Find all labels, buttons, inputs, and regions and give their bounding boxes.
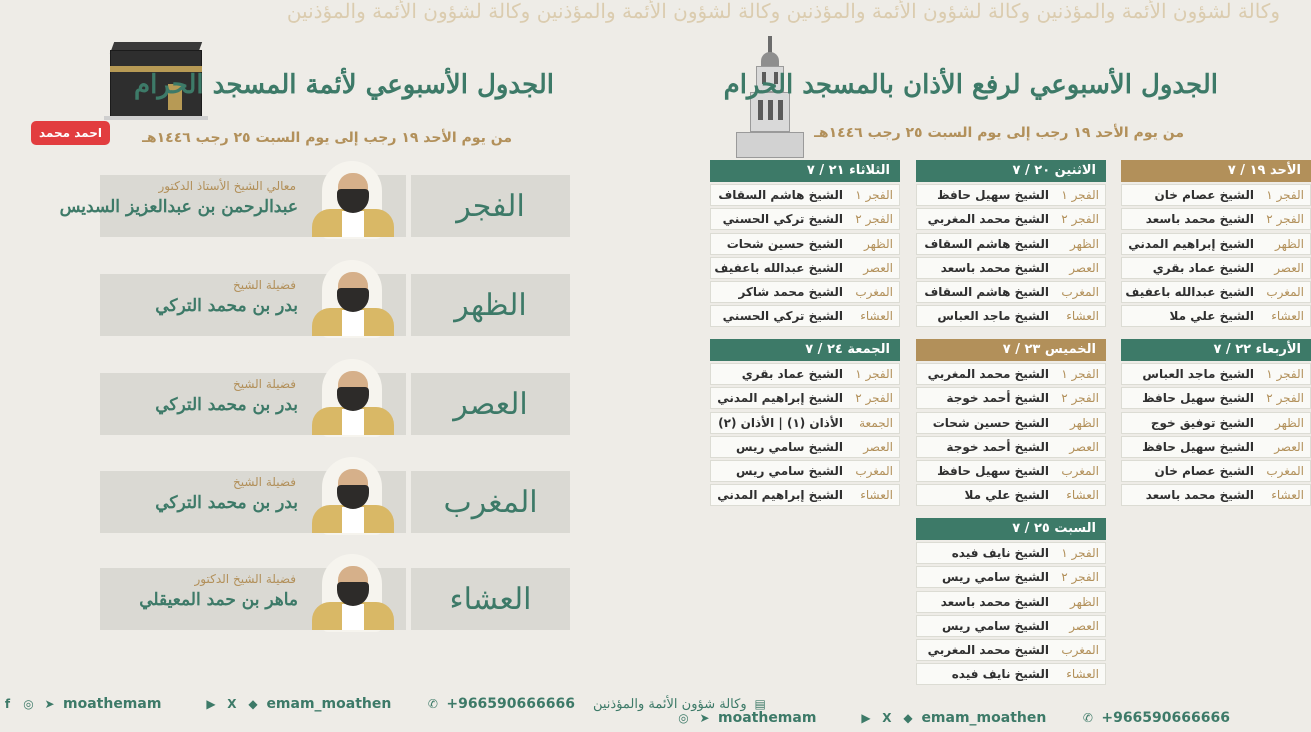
slot-muezzin: الشيخ سهيل حافظ xyxy=(1142,391,1254,406)
day-header: الأربعاء ٢٢ / ٧ xyxy=(1121,339,1311,361)
day-header: الخميس ٢٣ / ٧ xyxy=(916,339,1106,361)
whatsapp-icon[interactable]: ✆ xyxy=(427,697,438,711)
schedule-slot xyxy=(916,639,1106,661)
day-header: الجمعة ٢٤ / ٧ xyxy=(710,339,900,361)
imam-card xyxy=(59,175,406,237)
instagram-icon[interactable]: ◎ xyxy=(23,697,34,711)
prayer-name: العشاء xyxy=(449,581,532,617)
footer-agency: وكالة شؤون الأئمة والمؤذنين xyxy=(592,696,747,712)
schedule-slot xyxy=(1121,436,1311,458)
footer-handle-right[interactable]: moathemam xyxy=(718,710,817,726)
slot-muezzin: الشيخ عصام خان xyxy=(1154,464,1254,479)
schedule-slot xyxy=(916,566,1106,588)
schedule-slot xyxy=(916,387,1106,409)
schedule-slot xyxy=(916,663,1106,685)
slot-prayer: العشاء xyxy=(1271,488,1304,503)
slot-prayer: العصر xyxy=(1069,260,1099,275)
imam-card xyxy=(100,568,406,630)
slot-muezzin: الشيخ ماجد العباس xyxy=(1142,367,1254,381)
imam-name: ماهر بن حمد المعيقلي xyxy=(139,590,298,610)
slot-prayer: الفجر ١ xyxy=(1266,367,1304,381)
slot-prayer: الفجر ١ xyxy=(855,367,893,381)
schedule-slot xyxy=(916,233,1106,255)
schedule-slot xyxy=(1121,208,1311,230)
footer-right xyxy=(676,704,1230,732)
day-header: الأحد ١٩ / ٧ xyxy=(1121,160,1311,182)
slot-muezzin: الشيخ سامي ريس xyxy=(942,618,1049,633)
imam-honorific: فضيلة الشيخ الدكتور xyxy=(194,572,296,586)
slot-prayer: الفجر ١ xyxy=(855,188,893,202)
slot-prayer: الفجر ١ xyxy=(1061,367,1099,381)
slot-prayer: الظهر xyxy=(1070,594,1099,609)
schedule-slot xyxy=(1121,387,1311,409)
footer-handle-mid-right[interactable]: emam_moathen xyxy=(921,710,1047,726)
slot-muezzin: الشيخ سهيل حافظ xyxy=(1142,439,1254,454)
slot-prayer: العشاء xyxy=(860,309,893,324)
slot-prayer: الفجر ١ xyxy=(1061,188,1099,202)
slot-muezzin: الشيخ أحمد خوجة xyxy=(946,391,1049,406)
imams-schedule-panel xyxy=(0,0,640,690)
slot-prayer: الفجر ٢ xyxy=(1266,212,1304,227)
slot-muezzin: الشيخ محمد المغربي xyxy=(927,643,1049,658)
schedule-slot xyxy=(710,436,900,458)
snapchat-icon[interactable]: ◆ xyxy=(903,711,913,725)
adhan-title: الجدول الأسبوعي لرفع الأذان بالمسجد الحرام xyxy=(723,70,1218,100)
slot-prayer: الفجر ٢ xyxy=(1061,570,1099,585)
slot-prayer: المغرب xyxy=(1266,464,1304,479)
prayer-tile xyxy=(411,175,570,237)
slot-prayer: الفجر ٢ xyxy=(1061,212,1099,227)
footer-left xyxy=(0,690,768,718)
imam-portrait xyxy=(312,167,394,237)
slot-muezzin: الشيخ إبراهيم المدني xyxy=(1128,236,1254,251)
schedule-slot xyxy=(1121,233,1311,255)
schedule-slot xyxy=(1121,305,1311,327)
schedule-slot xyxy=(916,412,1106,434)
slot-prayer: المغرب xyxy=(855,285,893,300)
schedule-slot xyxy=(1121,484,1311,506)
imam-portrait xyxy=(312,560,394,630)
slot-muezzin: الشيخ محمد المغربي xyxy=(927,212,1049,227)
schedule-slot xyxy=(1121,363,1311,385)
prayer-name: الظهر xyxy=(454,287,527,323)
prayer-name: المغرب xyxy=(443,484,538,520)
schedule-slot xyxy=(710,281,900,303)
imam-name: بدر بن محمد التركي xyxy=(155,296,298,316)
slot-muezzin: الشيخ توفيق خوج xyxy=(1150,415,1254,430)
slot-muezzin: الشيخ محمد باسعد xyxy=(1145,212,1254,227)
slot-prayer: المغرب xyxy=(1061,643,1099,658)
slot-prayer: العصر xyxy=(1069,618,1099,633)
imam-card xyxy=(100,274,406,336)
slot-muezzin: الشيخ عبدالله باعفيف xyxy=(1125,285,1254,300)
slot-prayer: العصر xyxy=(1274,260,1304,275)
slot-prayer: العشاء xyxy=(860,488,893,503)
footer-phone-right[interactable]: +966590666666 xyxy=(1101,710,1230,726)
schedule-slot xyxy=(916,363,1106,385)
slot-muezzin: الشيخ محمد باسعد xyxy=(940,260,1049,275)
slot-prayer: المغرب xyxy=(1266,285,1304,300)
slot-prayer: الفجر ٢ xyxy=(1061,391,1099,406)
adhan-schedule-panel xyxy=(640,0,1304,690)
footer-handle-left[interactable]: moathemam xyxy=(63,696,162,712)
schedule-slot xyxy=(1121,460,1311,482)
slot-muezzin: الشيخ نايف فيده xyxy=(951,667,1049,682)
slot-prayer: الظهر xyxy=(1275,236,1304,251)
schedule-slot xyxy=(710,233,900,255)
slot-prayer: الجمعة xyxy=(859,415,893,430)
slot-muezzin: الشيخ إبراهيم المدني xyxy=(717,488,843,503)
imam-name: بدر بن محمد التركي xyxy=(155,395,298,415)
slot-muezzin: الشيخ نايف فيده xyxy=(951,546,1049,560)
slot-prayer: العشاء xyxy=(1066,488,1099,503)
slot-prayer: الفجر ٢ xyxy=(855,212,893,227)
snapchat-icon[interactable]: ◆ xyxy=(248,697,258,711)
slot-prayer: الظهر xyxy=(864,236,893,251)
slot-muezzin: الشيخ هاشم السقاف xyxy=(924,236,1049,251)
imam-portrait xyxy=(312,266,394,336)
slot-muezzin: الشيخ علي ملا xyxy=(964,488,1049,503)
prayer-name: العصر xyxy=(453,386,528,422)
user-badge[interactable]: احمد محمد xyxy=(31,121,110,145)
prayer-tile xyxy=(411,568,570,630)
slot-muezzin: الشيخ محمد المغربي xyxy=(927,367,1049,381)
schedule-slot xyxy=(916,460,1106,482)
facebook-icon[interactable]: f xyxy=(4,697,11,711)
schedule-slot xyxy=(916,184,1106,206)
day-header: الثلاثاء ٢١ / ٧ xyxy=(710,160,900,182)
slot-muezzin: الشيخ سامي ريس xyxy=(736,439,843,454)
slot-muezzin: الشيخ هاشم السقاف xyxy=(924,285,1049,300)
imam-honorific: فضيلة الشيخ xyxy=(232,475,296,489)
slot-muezzin: الشيخ سامي ريس xyxy=(942,570,1049,585)
x-icon[interactable]: X xyxy=(882,711,892,725)
slot-muezzin: الشيخ عماد بقري xyxy=(741,367,843,381)
footer-phone[interactable]: +966590666666 xyxy=(446,696,575,712)
footer-handle-mid[interactable]: emam_moathen xyxy=(266,696,392,712)
prayer-name: الفجر xyxy=(456,188,525,224)
slot-muezzin: الشيخ ماجد العباس xyxy=(937,309,1049,324)
imam-card xyxy=(100,373,406,435)
slot-muezzin: الشيخ سهيل حافظ xyxy=(937,188,1049,202)
schedule-slot xyxy=(710,208,900,230)
prayer-tile xyxy=(411,471,570,533)
slot-prayer: المغرب xyxy=(1061,285,1099,300)
slot-prayer: الظهر xyxy=(1275,415,1304,430)
slot-muezzin: الشيخ محمد باسعد xyxy=(940,594,1049,609)
schedule-slot xyxy=(710,257,900,279)
schedule-slot xyxy=(710,305,900,327)
imam-row xyxy=(59,175,570,237)
slot-prayer: العصر xyxy=(863,260,893,275)
schedule-slot xyxy=(1121,412,1311,434)
schedule-slot xyxy=(916,208,1106,230)
slot-muezzin: الشيخ عماد بقري xyxy=(1152,260,1254,275)
schedule-slot xyxy=(710,184,900,206)
slot-prayer: المغرب xyxy=(1061,464,1099,479)
slot-prayer: الظهر xyxy=(1070,236,1099,251)
slot-muezzin: الشيخ محمد شاكر xyxy=(738,285,843,300)
schedule-slot xyxy=(916,484,1106,506)
schedule-slot xyxy=(916,542,1106,564)
slot-muezzin: الشيخ عصام خان xyxy=(1154,188,1254,202)
youtube-icon[interactable]: ▶ xyxy=(861,711,871,725)
imam-row xyxy=(100,568,570,630)
imams-title: الجدول الأسبوعي لأئمة المسجد الحرام xyxy=(134,70,554,100)
slot-muezzin: الشيخ إبراهيم المدني xyxy=(717,391,843,406)
slot-prayer: المغرب xyxy=(855,464,893,479)
slot-muezzin: الشيخ علي ملا xyxy=(1169,309,1254,324)
slot-muezzin: الشيخ سهيل حافظ xyxy=(937,464,1049,479)
slot-prayer: الفجر ١ xyxy=(1061,546,1099,560)
imam-card xyxy=(100,471,406,533)
slot-muezzin: الشيخ تركي الحسني xyxy=(722,309,843,324)
slot-prayer: الفجر ٢ xyxy=(1266,391,1304,406)
prayer-tile xyxy=(411,274,570,336)
imam-name: بدر بن محمد التركي xyxy=(155,493,298,513)
agency-logo-icon: ▤ xyxy=(754,697,766,711)
schedule-slot xyxy=(710,484,900,506)
schedule-slot xyxy=(710,460,900,482)
day-table xyxy=(1121,160,1311,327)
day-table xyxy=(916,339,1106,506)
schedule-slot xyxy=(1121,281,1311,303)
whatsapp-icon[interactable]: ✆ xyxy=(1082,711,1093,725)
slot-prayer: الفجر ١ xyxy=(1266,188,1304,202)
imam-row xyxy=(100,471,570,533)
schedule-slot xyxy=(710,412,900,434)
day-table xyxy=(916,518,1106,685)
slot-prayer: العشاء xyxy=(1066,667,1099,682)
slot-prayer: الفجر ٢ xyxy=(855,391,893,406)
imam-portrait xyxy=(312,463,394,533)
slot-muezzin: الشيخ هاشم السقاف xyxy=(718,188,843,202)
slot-prayer: العشاء xyxy=(1271,309,1304,324)
slot-muezzin: الشيخ محمد باسعد xyxy=(1145,488,1254,503)
slot-muezzin: الشيخ حسين شحات xyxy=(726,236,843,251)
youtube-icon[interactable]: ▶ xyxy=(206,697,216,711)
telegram-icon[interactable]: ➤ xyxy=(44,697,55,711)
schedule-slot xyxy=(1121,184,1311,206)
slot-prayer: العصر xyxy=(863,439,893,454)
schedule-slot xyxy=(1121,257,1311,279)
day-table xyxy=(710,339,900,506)
schedule-slot xyxy=(916,257,1106,279)
imam-honorific: معالي الشيخ الأستاذ الدكتور xyxy=(158,179,296,193)
slot-prayer: الظهر xyxy=(1070,415,1099,430)
slot-prayer: العصر xyxy=(1274,439,1304,454)
imam-portrait xyxy=(312,365,394,435)
schedule-slot xyxy=(710,387,900,409)
schedule-slot xyxy=(916,281,1106,303)
prayer-tile xyxy=(411,373,570,435)
slot-muezzin: الشيخ أحمد خوجة xyxy=(946,439,1049,454)
slot-muezzin: الشيخ تركي الحسني xyxy=(722,212,843,227)
imam-honorific: فضيلة الشيخ xyxy=(232,377,296,391)
slot-muezzin: الشيخ عبدالله باعفيف xyxy=(714,260,843,275)
slot-muezzin: الشيخ سامي ريس xyxy=(736,464,843,479)
imam-name: عبدالرحمن بن عبدالعزيز السديس xyxy=(59,197,298,217)
day-table xyxy=(710,160,900,327)
imam-row xyxy=(100,373,570,435)
schedule-slot xyxy=(916,305,1106,327)
day-header: الاثنين ٢٠ / ٧ xyxy=(916,160,1106,182)
schedule-slot xyxy=(916,615,1106,637)
schedule-slot xyxy=(710,363,900,385)
schedule-slot xyxy=(916,591,1106,613)
slot-muezzin: الأذان (١) | الأذان (٢) xyxy=(718,415,843,430)
imam-honorific: فضيلة الشيخ xyxy=(232,278,296,292)
schedule-slot xyxy=(916,436,1106,458)
slot-prayer: العشاء xyxy=(1066,309,1099,324)
telegram-icon[interactable]: ➤ xyxy=(699,711,710,725)
slot-prayer: العصر xyxy=(1069,439,1099,454)
slot-muezzin: الشيخ حسين شحات xyxy=(932,415,1049,430)
decorative-pattern: وكالة لشؤون الأئمة والمؤذنين وكالة لشؤون الأئمة والمؤذنين وكالة لشؤون الأئمة والمؤذنين وكالة لشؤون الأئمة والمؤذنين xyxy=(286,0,1280,23)
imams-date-range: من يوم الأحد ١٩ رجب إلى يوم السبت ٢٥ رجب ١٤٤٦هـ xyxy=(142,130,512,146)
imam-row xyxy=(100,274,570,336)
day-table xyxy=(1121,339,1311,506)
adhan-date-range: من يوم الأحد ١٩ رجب إلى يوم السبت ٢٥ رجب ١٤٤٦هـ xyxy=(814,125,1184,141)
day-header: السبت ٢٥ / ٧ xyxy=(916,518,1106,540)
x-icon[interactable]: X xyxy=(227,697,237,711)
instagram-icon[interactable]: ◎ xyxy=(678,711,689,725)
day-table xyxy=(916,160,1106,327)
